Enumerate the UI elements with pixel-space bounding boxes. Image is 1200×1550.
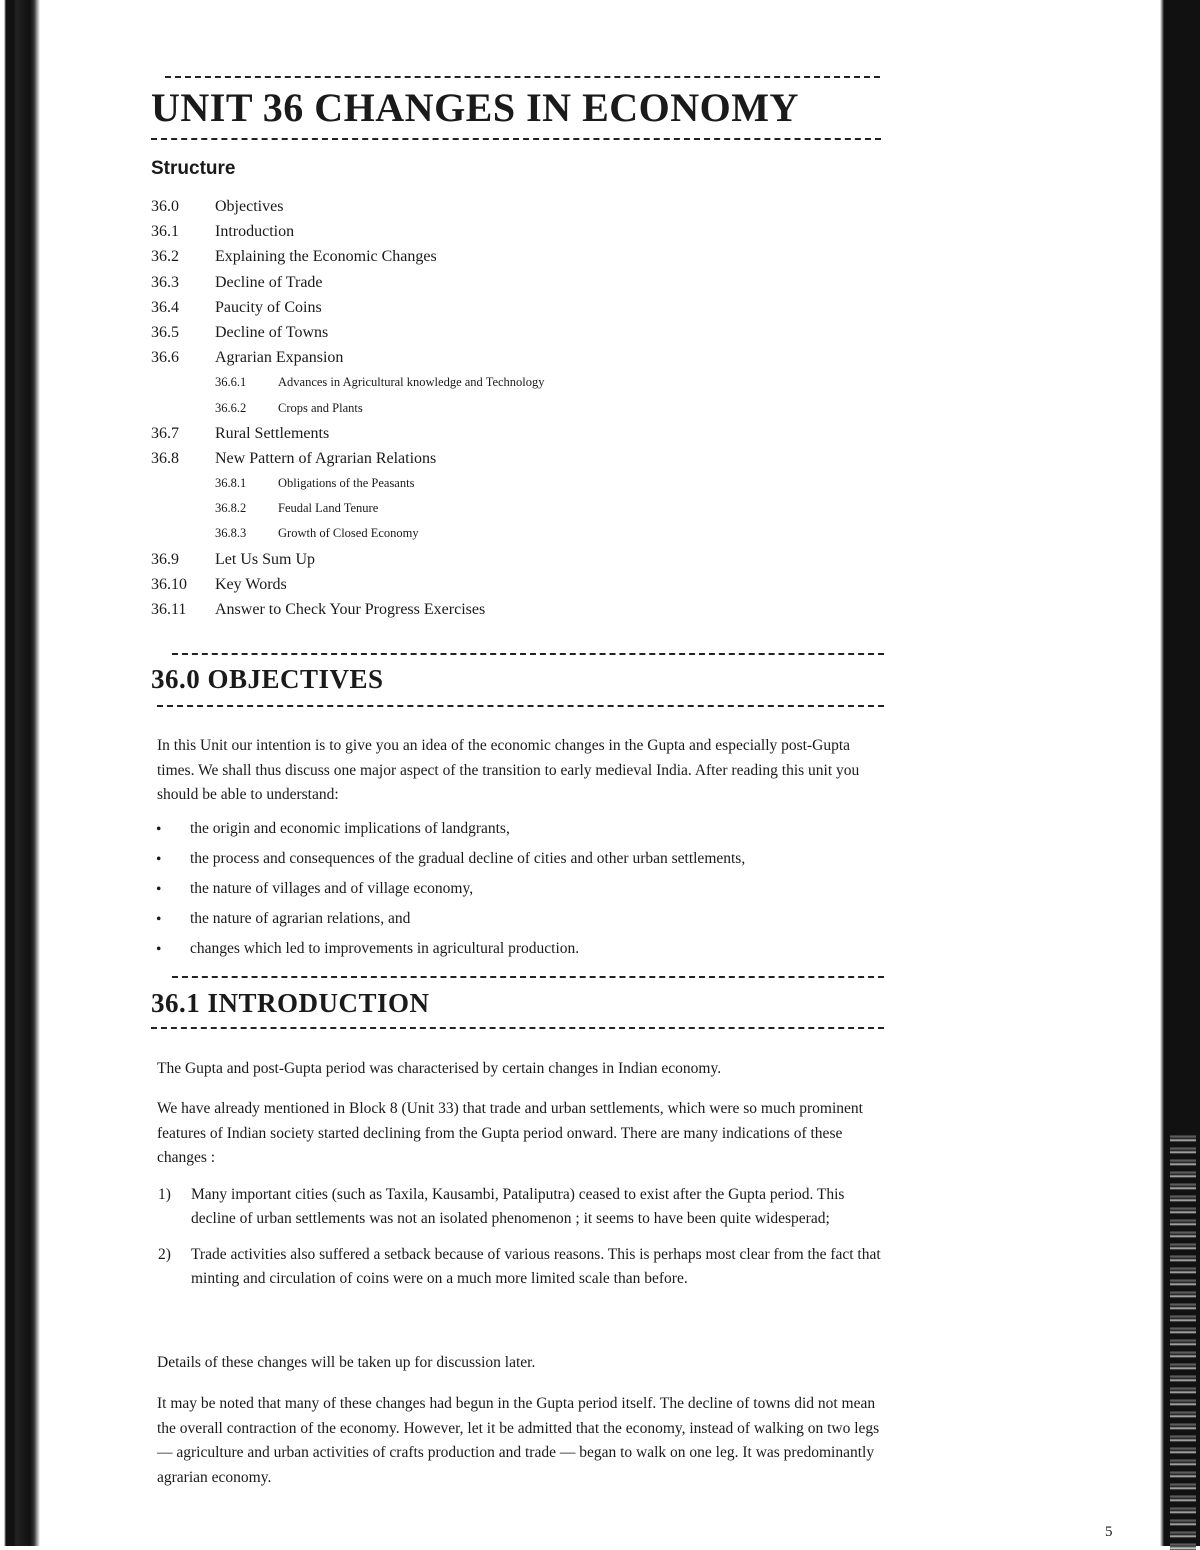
toc-item-number: 36.11 xyxy=(151,601,187,618)
introduction-paragraph-4: It may be noted that many of these changes had begun in the Gupta period itself. The decline of towns did not mean the overall contraction of the economy. However, let it be admitted that the economy, instead of walking on two legs — agriculture and urban activities of crafts production and trade — began to walk on one leg. It was predominantly agrarian economy. xyxy=(157,1395,880,1486)
toc-item-label: New Pattern of Agrarian Relations xyxy=(215,449,437,467)
toc-item-number: 36.7 xyxy=(151,424,179,442)
toc-item xyxy=(151,547,851,572)
toc-item-number: 36.1 xyxy=(151,223,179,241)
objectives-rule-top xyxy=(172,653,884,655)
title-rule-bottom xyxy=(151,138,881,140)
toc-item-label: Decline of Towns xyxy=(215,323,329,341)
toc-item-label: Agrarian Expansion xyxy=(215,349,344,367)
objective-bullet-item xyxy=(151,817,891,847)
toc-item-label: Rural Settlements xyxy=(215,424,330,442)
objective-bullet-item xyxy=(151,937,891,967)
objectives-bullet-list xyxy=(151,817,891,967)
changes-list-item xyxy=(151,1183,891,1230)
toc-item-number: 36.0 xyxy=(151,198,179,215)
toc-item-number: 36.6 xyxy=(151,349,179,367)
bullet-icon: • xyxy=(156,851,162,868)
toc-item-number: 36.8 xyxy=(151,449,179,467)
objective-bullet-item xyxy=(151,907,891,937)
list-item-number: 2) xyxy=(158,1246,171,1263)
toc-item-number: 36.4 xyxy=(151,298,179,316)
objective-bullet-item xyxy=(151,847,891,877)
toc-item xyxy=(151,219,851,244)
toc-item xyxy=(151,345,851,370)
toc-item-number: 36.8.2 xyxy=(215,501,247,516)
objective-bullet-item xyxy=(151,877,891,907)
introduction-paragraph-1: The Gupta and post-Gupta period was characterised by certain changes in Indian economy. xyxy=(157,1060,722,1077)
toc-item-label: Obligations of the Peasants xyxy=(278,476,415,491)
changes-numbered-list xyxy=(151,1183,891,1290)
toc-item-label: Growth of Closed Economy xyxy=(278,526,419,541)
toc-subitem xyxy=(151,471,851,496)
toc-item-number: 36.2 xyxy=(151,248,179,266)
toc-item xyxy=(151,295,851,320)
objective-bullet-text: the nature of villages and of village economy, xyxy=(190,880,474,897)
introduction-heading: 36.1 INTRODUCTION xyxy=(151,988,430,1018)
objective-bullet-text: changes which led to improvements in agricultural production. xyxy=(190,940,580,957)
structure-heading: Structure xyxy=(151,158,236,179)
toc-item-label: Answer to Check Your Progress Exercises xyxy=(215,601,486,618)
toc-item xyxy=(151,244,851,269)
toc-item-label: Explaining the Economic Changes xyxy=(215,248,437,266)
toc-item xyxy=(151,194,851,219)
toc-subitem xyxy=(151,521,851,546)
objectives-heading: 36.0 OBJECTIVES xyxy=(151,664,384,694)
list-item-text: Trade activities also suffered a setback because of various reasons. This is perhaps most clear from the fact that minting and circulation of coins were on a much more limited scale than before. xyxy=(191,1246,881,1287)
toc-item-label: Let Us Sum Up xyxy=(215,550,315,568)
objective-bullet-text: the origin and economic implications of landgrants, xyxy=(190,820,510,837)
introduction-rule-top xyxy=(172,976,884,978)
toc-item-label: Crops and Plants xyxy=(278,400,363,415)
toc-item-number: 36.6.2 xyxy=(215,400,247,415)
introduction-paragraph-3: Details of these changes will be taken up for discussion later. xyxy=(157,1354,536,1371)
toc-subitem xyxy=(151,396,851,421)
toc-subitem xyxy=(151,370,851,395)
toc-item-number: 36.3 xyxy=(151,273,179,291)
toc-item-number: 36.8.1 xyxy=(215,476,247,491)
bullet-icon: • xyxy=(156,911,162,928)
toc-item xyxy=(151,446,851,471)
table-of-contents xyxy=(151,194,851,622)
objective-bullet-text: the nature of agrarian relations, and xyxy=(190,910,411,927)
toc-item xyxy=(151,572,851,597)
toc-item xyxy=(151,270,851,295)
toc-item-label: Objectives xyxy=(215,198,284,215)
list-item-number: 1) xyxy=(158,1186,171,1203)
toc-item xyxy=(151,597,851,622)
toc-item-label: Paucity of Coins xyxy=(215,298,322,316)
bullet-icon: • xyxy=(156,881,162,898)
toc-item-label: Feudal Land Tenure xyxy=(278,501,379,516)
unit-title: UNIT 36 CHANGES IN ECONOMY xyxy=(151,85,799,130)
toc-item-number: 36.5 xyxy=(151,323,179,341)
bullet-icon: • xyxy=(156,941,162,958)
page-number: 5 xyxy=(1105,1524,1113,1540)
toc-item-label: Key Words xyxy=(215,575,287,593)
toc-item-number: 36.8.3 xyxy=(215,526,247,541)
toc-subitem xyxy=(151,496,851,521)
toc-item-label: Decline of Trade xyxy=(215,273,323,291)
objectives-rule-bottom xyxy=(157,705,884,707)
introduction-paragraph-2: We have already mentioned in Block 8 (Unit 33) that trade and urban settlements, which were so much prominent features of Indian society started declining from the Gupta period onward. There are many indications of these changes : xyxy=(157,1100,863,1166)
objective-bullet-text: the process and consequences of the gradual decline of cities and other urban settlements, xyxy=(190,850,746,867)
toc-item-number: 36.6.1 xyxy=(215,375,247,390)
bullet-icon: • xyxy=(156,821,162,838)
toc-item-label: Introduction xyxy=(215,223,295,241)
toc-item xyxy=(151,421,851,446)
objectives-intro: In this Unit our intention is to give you an idea of the economic changes in the Gupta and especially post-Gupta times. We shall thus discuss one major aspect of the transition to early medieval India. After reading this unit you should be able to understand: xyxy=(157,737,860,803)
introduction-rule-bottom xyxy=(151,1027,884,1029)
list-item-text: Many important cities (such as Taxila, Kausambi, Pataliputra) ceased to exist after the Gupta period. This decline of urban settlements was not an isolated phenomenon ; it seems to have been quite widesperad; xyxy=(191,1186,845,1227)
title-rule-top xyxy=(165,76,880,78)
toc-item-number: 36.9 xyxy=(151,550,179,568)
toc-item-label: Advances in Agricultural knowledge and Technology xyxy=(278,375,545,390)
toc-item xyxy=(151,320,851,345)
changes-list-item xyxy=(151,1243,891,1290)
toc-item-number: 36.10 xyxy=(151,575,187,593)
